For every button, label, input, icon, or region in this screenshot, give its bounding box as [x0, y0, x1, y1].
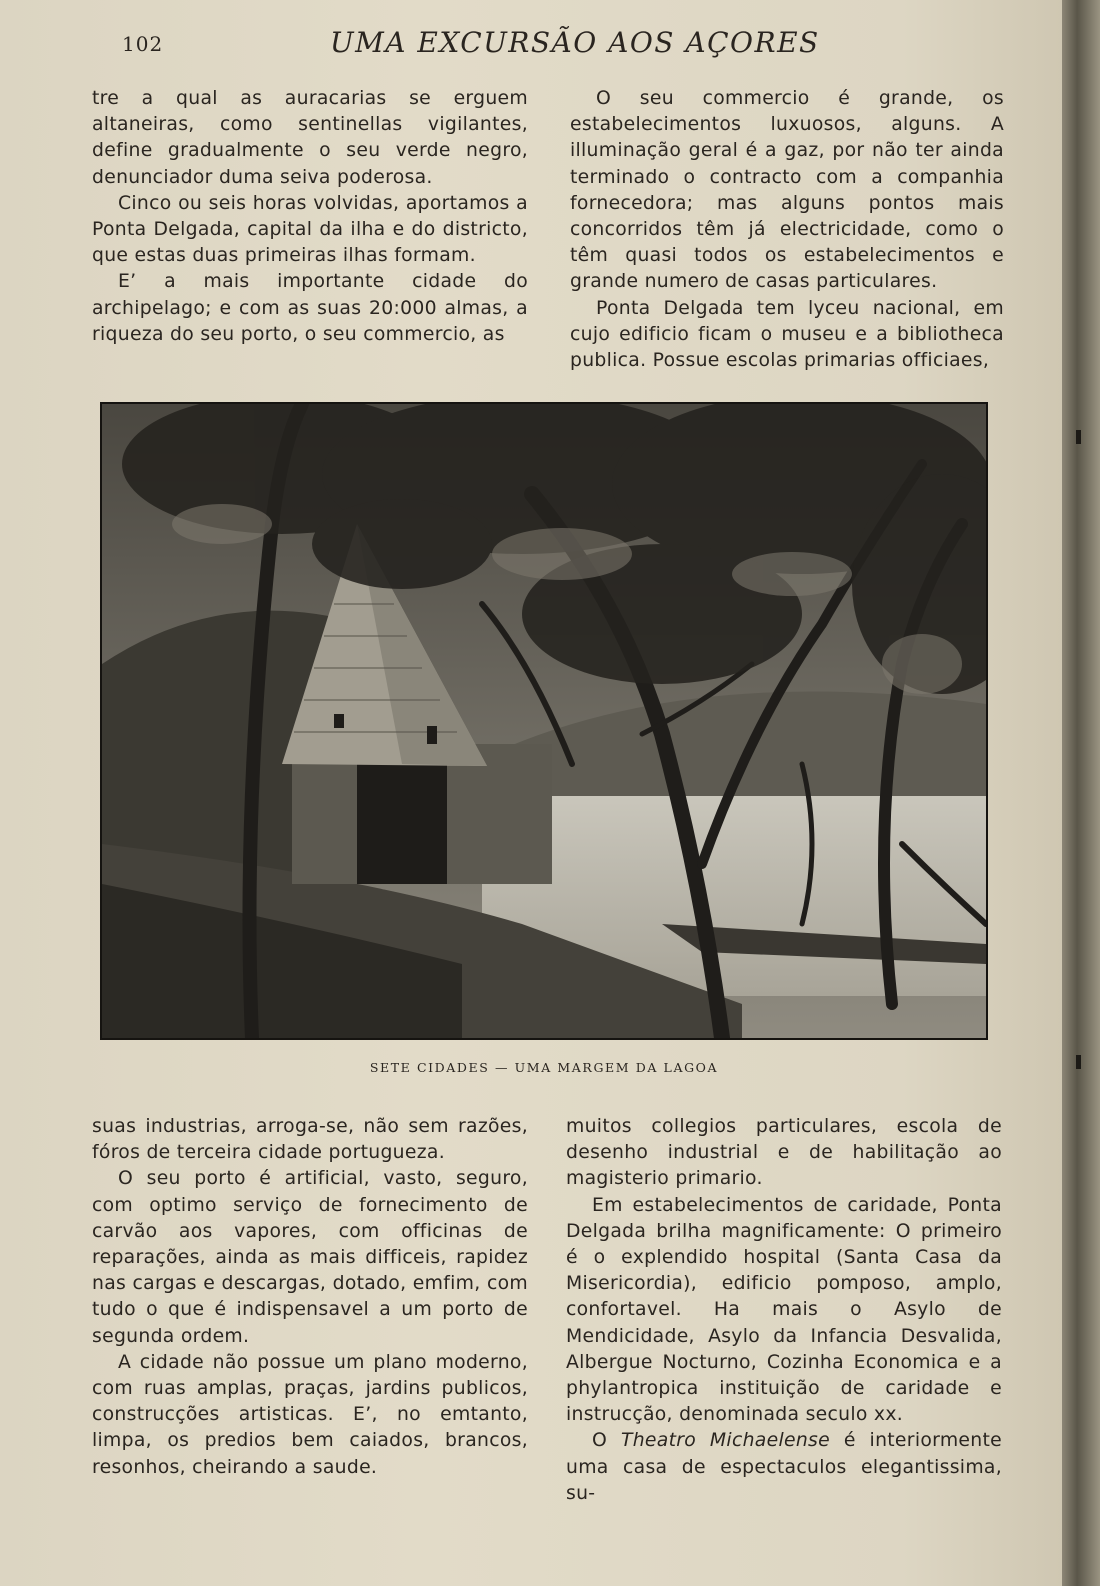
theatre-rest: é interiormente uma casa de espectaculos elegantissima, su- — [566, 1430, 1002, 1504]
edge-mark — [1076, 1055, 1081, 1069]
paragraph: O seu porto é artificial, vasto, seguro, com optimo serviço de fornecimento de carvão aos vapores, com officinas de reparações, ainda as mais difficeis, rapidez nas cargas e descargas, dotado, emfim, com tudo o que é indispensavel a um porto de segunda ordem. — [92, 1168, 528, 1347]
page-number: 102 — [122, 32, 164, 56]
column-bottom-left — [92, 1114, 528, 1481]
theatre-lead: O — [592, 1430, 621, 1452]
paragraph: O seu commercio é grande, os estabelecimentos luxuosos, alguns. A illuminação geral é a gaz, por não ter ainda terminado o contracto com a companhia fornecedora; mas alguns pontos mais concorridos têm já electricidade, como o têm quasi todos os estabelecimentos e grande numero de casas particulares. — [570, 88, 1004, 293]
figure-caption: SETE CIDADES — UMA MARGEM DA LAGOA — [369, 1060, 719, 1075]
paragraph: A cidade não possue um plano moderno, com ruas amplas, praças, jardins publicos, construcções artisticas. E’, no emtanto, limpa, os predios bem caiados, brancos, resonhos, cheirando a saude. — [92, 1351, 528, 1478]
photograph-lakeside-hut-icon — [102, 404, 986, 1038]
paragraph: suas industrias, arroga-se, não sem razões, fóros de terceira cidade portugueza. — [92, 1116, 528, 1164]
column-top-right — [570, 86, 1004, 374]
page-edge-shadow — [1062, 0, 1100, 1586]
lakeside-photograph — [100, 402, 988, 1040]
paragraph: Ponta Delgada tem lyceu nacional, em cujo edificio ficam o museu e a bibliotheca publica. Possue escolas primarias officiaes, — [570, 297, 1004, 372]
paragraph: muitos collegios particulares, escola de desenho industrial e de habilitação ao magisterio primario. — [566, 1116, 1002, 1190]
paragraph-theatre — [566, 1428, 1002, 1507]
edge-mark — [1076, 430, 1081, 444]
column-bottom-right — [566, 1114, 1002, 1507]
column-top-left — [92, 86, 528, 348]
theatre-name: Theatro Michaelense — [620, 1430, 830, 1452]
paragraph: Cinco ou seis horas volvidas, aportamos a Ponta Delgada, capital da ilha e do districto, que estas duas primeiras ilhas formam. — [92, 192, 528, 267]
paragraph: tre a qual as auracarias se erguem altaneiras, como sentinellas vigilantes, define gradualmente o seu verde negro, denunciador duma seiva poderosa. — [92, 88, 528, 188]
running-title: UMA EXCURSÃO AOS AÇORES — [330, 26, 820, 59]
paragraph: Em estabelecimentos de caridade, Ponta Delgada brilha magnificamente: O primeiro é o explendido hospital (Santa Casa da Misericordia), edificio pomposo, amplo, confortavel. Ha mais o Asylo de Mendicidade, Asylo da Infancia Desvalida, Albergue Nocturno, Cozinha Economica e a phylantropica instituição de caridade e instrucção, denominada seculo xx. — [566, 1194, 1002, 1426]
paragraph: E’ a mais importante cidade do archipelago; e com as suas 20:000 almas, a riqueza do seu porto, o seu commercio, as — [92, 271, 528, 345]
